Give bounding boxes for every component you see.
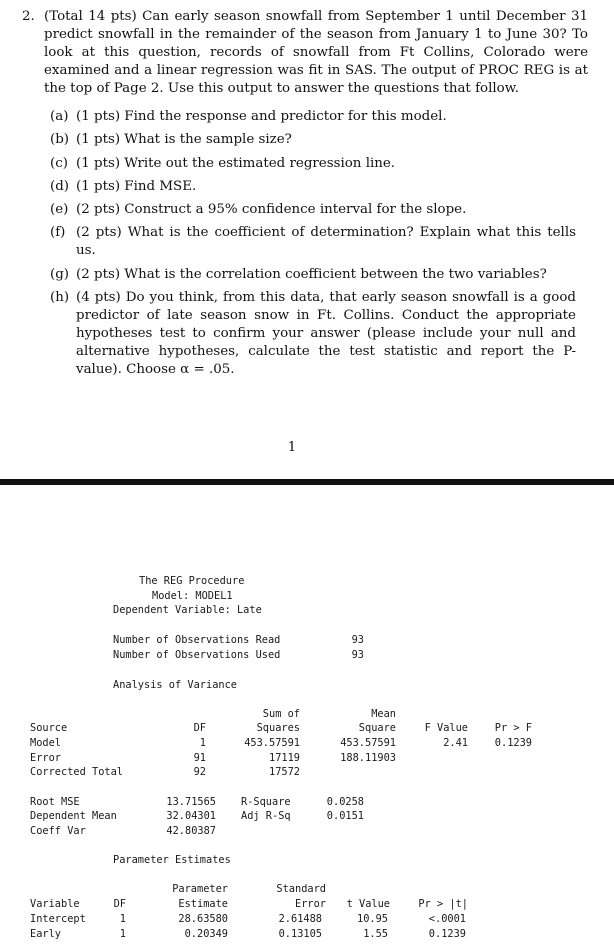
fit-value: 32.04301	[166, 810, 216, 822]
part-text: (2 pts) What is the correlation coefficient between the two variables?	[76, 266, 547, 282]
fit-label-2: R-Square	[241, 796, 291, 808]
sas-model-name: Model: MODEL1	[152, 590, 233, 602]
sas-procedure-title: The REG Procedure	[139, 575, 245, 587]
part-f	[50, 224, 576, 260]
part-h	[50, 289, 576, 379]
part-text: (1 pts) Find the response and predictor for this model.	[76, 109, 447, 124]
part-d	[50, 178, 576, 196]
anova-row-ms: 453.57591	[340, 737, 396, 749]
part-g	[50, 266, 576, 284]
part-text: (1 pts) What is the sample size?	[76, 132, 292, 148]
anova-header-p: Pr > F	[494, 722, 532, 734]
params-row-se: 2.61488	[278, 913, 322, 925]
fit-label: Dependent Mean	[30, 810, 117, 822]
part-label: (b)	[50, 132, 70, 148]
question-number: 2.	[22, 9, 35, 24]
params-row-df: 1	[119, 913, 126, 925]
part-label: (a)	[50, 109, 69, 124]
params-header-p: Pr > |t|	[418, 898, 468, 910]
part-label: (d)	[50, 178, 70, 194]
params-row-estimate: 28.63580	[178, 913, 228, 925]
obs-read-value: 93	[351, 634, 364, 646]
part-label: (e)	[50, 202, 69, 218]
part-text: (2 pts) Construct a 95% confidence interval for the slope.	[76, 202, 467, 218]
fit-value: 13.71565	[166, 796, 216, 808]
anova-header-source: Source	[30, 722, 68, 734]
params-row-variable: Intercept	[30, 913, 86, 925]
params-header-se-bottom: Error	[295, 898, 326, 910]
part-label: (h)	[50, 290, 70, 306]
params-row-se: 0.13105	[278, 928, 322, 940]
anova-title: Analysis of Variance	[113, 679, 237, 691]
part-text: (2 pts) What is the coefficient of determination? Explain what this tells us.	[76, 225, 576, 259]
fit-value-2: 0.0258	[326, 796, 364, 808]
question-parts	[50, 108, 576, 384]
anova-row-df: 1	[199, 737, 206, 749]
fit-label: Root MSE	[30, 796, 80, 808]
part-label: (c)	[50, 155, 68, 171]
part-text: (4 pts) Do you think, from this data, that early season snowfall is a good predictor of late season snow in Ft. Collins. Conduct the appropriate hypotheses test to confirm your answer (please include your null and alternative hypotheses, calculate the test statistic and report the P-value). Choose α = .05.	[76, 290, 576, 378]
params-header-df: DF	[113, 898, 126, 910]
part-label: (f)	[50, 225, 66, 241]
obs-read-label: Number of Observations Read	[113, 634, 281, 646]
anova-row-df: 91	[193, 752, 206, 764]
params-title: Parameter Estimates	[113, 854, 231, 866]
params-header-estimate-bottom: Estimate	[178, 898, 228, 910]
page-divider	[0, 479, 614, 485]
anova-row-f: 2.41	[443, 737, 468, 749]
anova-header-ms-bottom: Square	[358, 722, 396, 734]
anova-header-f: F Value	[424, 722, 468, 734]
params-row-estimate: 0.20349	[184, 928, 228, 940]
anova-row-ms: 188.11903	[340, 752, 396, 764]
params-header-se-top: Standard	[276, 883, 326, 895]
anova-header-df: DF	[193, 722, 206, 734]
question-intro-text: (Total 14 pts) Can early season snowfall from September 1 until December 31 predict snowfall in the remainder of the season from January 1 to June 30? To look at this question, records of snowfall from Ft Collins, Colorado were examined and a linear regression was fit in SAS. The output of PROC REG is at the top of Page 2. Use this output to answer the questions that follow.	[44, 9, 588, 96]
part-text: (1 pts) Find MSE.	[76, 178, 197, 194]
obs-used-label: Number of Observations Used	[113, 649, 281, 661]
params-row-t: 10.95	[357, 913, 388, 925]
anova-row-ss: 17572	[269, 766, 300, 778]
part-e	[50, 201, 576, 219]
anova-row-p: 0.1239	[494, 737, 532, 749]
params-header-t: t Value	[346, 898, 390, 910]
page-number: 1	[287, 440, 297, 455]
sas-dependent-variable: Dependent Variable: Late	[113, 604, 262, 616]
question-block	[22, 8, 588, 98]
part-label: (g)	[50, 266, 70, 282]
part-b	[50, 131, 576, 149]
params-row-variable: Early	[30, 928, 61, 940]
params-row-p: <.0001	[428, 913, 466, 925]
anova-row-source: Corrected Total	[30, 766, 123, 778]
fit-label: Coeff Var	[30, 825, 86, 837]
part-text: (1 pts) Write out the estimated regression line.	[76, 155, 396, 171]
question-intro	[22, 8, 588, 98]
anova-header-ss-top: Sum of	[262, 708, 300, 720]
fit-label-2: Adj R-Sq	[241, 810, 291, 822]
anova-row-ss: 453.57591	[244, 737, 300, 749]
fit-value: 42.80387	[166, 825, 216, 837]
params-header-estimate-top: Parameter	[172, 883, 228, 895]
anova-header-ms-top: Mean	[371, 708, 396, 720]
obs-used-value: 93	[351, 649, 364, 661]
params-row-t: 1.55	[363, 928, 388, 940]
params-row-df: 1	[119, 928, 126, 940]
params-row-p: 0.1239	[428, 928, 466, 940]
anova-row-df: 92	[193, 766, 206, 778]
part-a	[50, 108, 576, 126]
params-header-variable: Variable	[30, 898, 80, 910]
anova-row-ss: 17119	[269, 752, 300, 764]
anova-row-source: Model	[30, 737, 61, 749]
anova-header-ss-bottom: Squares	[256, 722, 300, 734]
part-c	[50, 155, 576, 173]
fit-value-2: 0.0151	[326, 810, 364, 822]
anova-row-source: Error	[30, 752, 61, 764]
